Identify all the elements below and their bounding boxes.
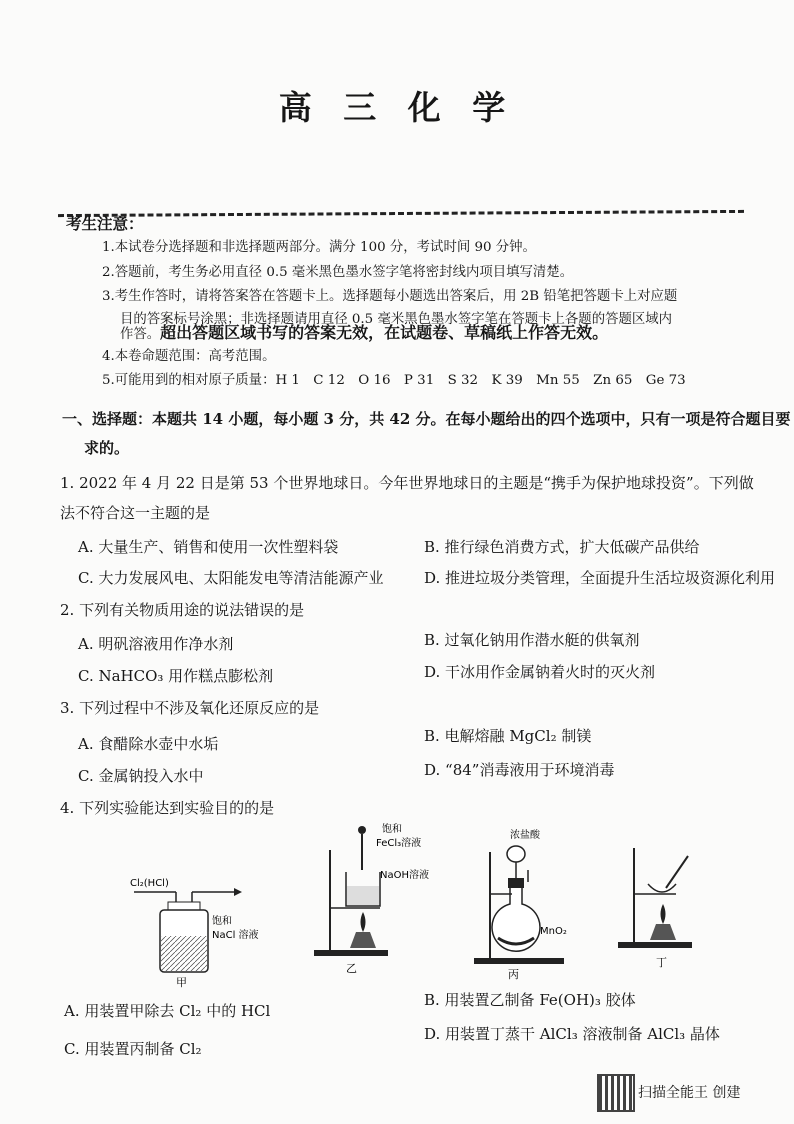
- q4-option-a: A. 用装置甲除去 Cl₂ 中的 HCl: [64, 1002, 271, 1020]
- jia-caption: 甲: [176, 976, 187, 989]
- q1-option-d: D. 推进垃圾分类管理，全面提升生活垃圾资源化利用: [424, 569, 776, 587]
- yi-top-label-2: FeCl₃溶液: [376, 838, 422, 849]
- yi-base: [314, 950, 388, 956]
- q1-option-a: A. 大量生产、销售和使用一次性塑料袋: [78, 538, 339, 556]
- q2-option-d: D. 干冰用作金属钠着火时的灭火剂: [424, 663, 656, 681]
- page-title: 高 三 化 学: [278, 88, 516, 127]
- q1-option-c: C. 大力发展风电、太阳能发电等清洁能源产业: [78, 569, 384, 587]
- separatory-funnel-icon: [507, 846, 525, 862]
- yi-beaker-label: NaOH溶液: [380, 870, 429, 881]
- notice-item-4: 4.本卷命题范围：高考范围。: [102, 349, 276, 364]
- evaporating-dish-icon: [648, 884, 676, 892]
- yi-caption: 乙: [346, 962, 357, 975]
- apparatus-yi-figure: [310, 820, 440, 980]
- flow-arrow-icon: [234, 888, 242, 896]
- jia-stopper: [168, 902, 200, 910]
- notice-item-3-line2: 目的答案标号涂黑；非选择题请用直径 0.5 毫米黑色墨水签字笔在答题卡上各题的答题区域内: [120, 312, 673, 327]
- q2-option-a: A. 明矾溶液用作净水剂: [78, 635, 234, 653]
- notice-item-3-emphasis: 超出答题区域书写的答案无效，在试题卷、草稿纸上作答无效。: [160, 323, 609, 342]
- scanner-brand: 扫描全能王 创建: [638, 1085, 741, 1101]
- bing-stopper: [508, 878, 524, 888]
- q3-option-d: D. “84”消毒液用于环境消毒: [424, 761, 615, 779]
- jia-solution-label-1: 饱和: [212, 916, 232, 927]
- q1-stem-line1: 1. 2022 年 4 月 22 日是第 53 个世界地球日。今年世界地球日的主题是“携手为保护地球投资”。下列做: [60, 474, 754, 492]
- jia-solution-label-2: NaCl 溶液: [212, 930, 259, 941]
- apparatus-bing-figure: [468, 822, 578, 982]
- notice-item-3-line1: 3.考生作答时，请将答案答在答题卡上。选择题每小题选出答案后，用 2B 铅笔把答题卡上对应题: [102, 289, 678, 304]
- apparatus-ding-figure: [614, 842, 714, 972]
- bing-base: [474, 958, 564, 964]
- q3-stem: 3. 下列过程中不涉及氧化还原反应的是: [60, 699, 320, 717]
- ding-caption: 丁: [656, 956, 667, 969]
- q1-option-b: B. 推行绿色消费方式，扩大低碳产品供给: [424, 538, 700, 556]
- q4-stem: 4. 下列实验能达到实验目的的是: [60, 799, 275, 817]
- bing-solid-label: MnO₂: [540, 926, 567, 937]
- yi-top-label-1: 饱和: [382, 824, 402, 835]
- q2-stem: 2. 下列有关物质用途的说法错误的是: [60, 601, 305, 619]
- bing-top-label: 浓盐酸: [510, 830, 540, 841]
- section-heading-line1: 一、选择题：本题共 14 小题，每小题 3 分，共 42 分。在每小题给出的四个选项中，只有一项是符合题目要: [62, 410, 791, 428]
- notice-item-3-prefix: 作答。: [120, 327, 161, 342]
- q3-option-b: B. 电解熔融 MgCl₂ 制镁: [424, 727, 592, 745]
- dropper-bulb-icon: [358, 826, 366, 834]
- notice-item-1: 1.本试卷分选择题和非选择题两部分。满分 100 分，考试时间 90 分钟。: [102, 240, 536, 255]
- notice-item-2: 2.答题前，考生务必用直径 0.5 毫米黑色墨水签字笔将密封线内项目填写清楚。: [102, 265, 574, 280]
- ding-base: [618, 942, 692, 948]
- q3-option-c: C. 金属钠投入水中: [78, 767, 204, 785]
- notice-item-5: 5.可能用到的相对原子质量：H 1 C 12 O 16 P 31 S 32 K 39 Mn 55 Zn 65 Ge 73: [102, 373, 686, 388]
- bing-caption: 丙: [508, 968, 519, 981]
- jia-liquid: [161, 936, 207, 971]
- qr-code-icon: [597, 1074, 635, 1112]
- ding-glass-rod: [666, 856, 688, 888]
- q4-option-c: C. 用装置丙制备 Cl₂: [64, 1040, 202, 1058]
- notice-item-3-line3: [120, 320, 608, 343]
- q4-option-d: D. 用装置丁蒸干 AlCl₃ 溶液制备 AlCl₃ 晶体: [424, 1025, 720, 1043]
- flame-icon: [361, 912, 366, 932]
- notice-heading: 考生注意：: [66, 214, 144, 233]
- q2-option-b: B. 过氧化钠用作潜水艇的供氧剂: [424, 631, 640, 649]
- q2-option-c: C. NaHCO₃ 用作糕点膨松剂: [78, 667, 274, 685]
- jia-gas-label: Cl₂(HCl): [130, 878, 169, 889]
- seal-line-divider: [58, 210, 744, 217]
- alcohol-lamp-icon: [650, 924, 676, 940]
- yi-liquid: [347, 886, 379, 905]
- q4-option-b: B. 用装置乙制备 Fe(OH)₃ 胶体: [424, 991, 636, 1009]
- section-heading-line2: 求的。: [84, 439, 130, 457]
- apparatus-jia-figure: [130, 872, 270, 990]
- bing-round-flask: [492, 888, 540, 951]
- flame-icon: [661, 904, 666, 924]
- q1-stem-line2: 法不符合这一主题的是: [60, 504, 211, 522]
- q3-option-a: A. 食醋除水壶中水垢: [78, 735, 219, 753]
- alcohol-lamp-icon: [350, 932, 376, 948]
